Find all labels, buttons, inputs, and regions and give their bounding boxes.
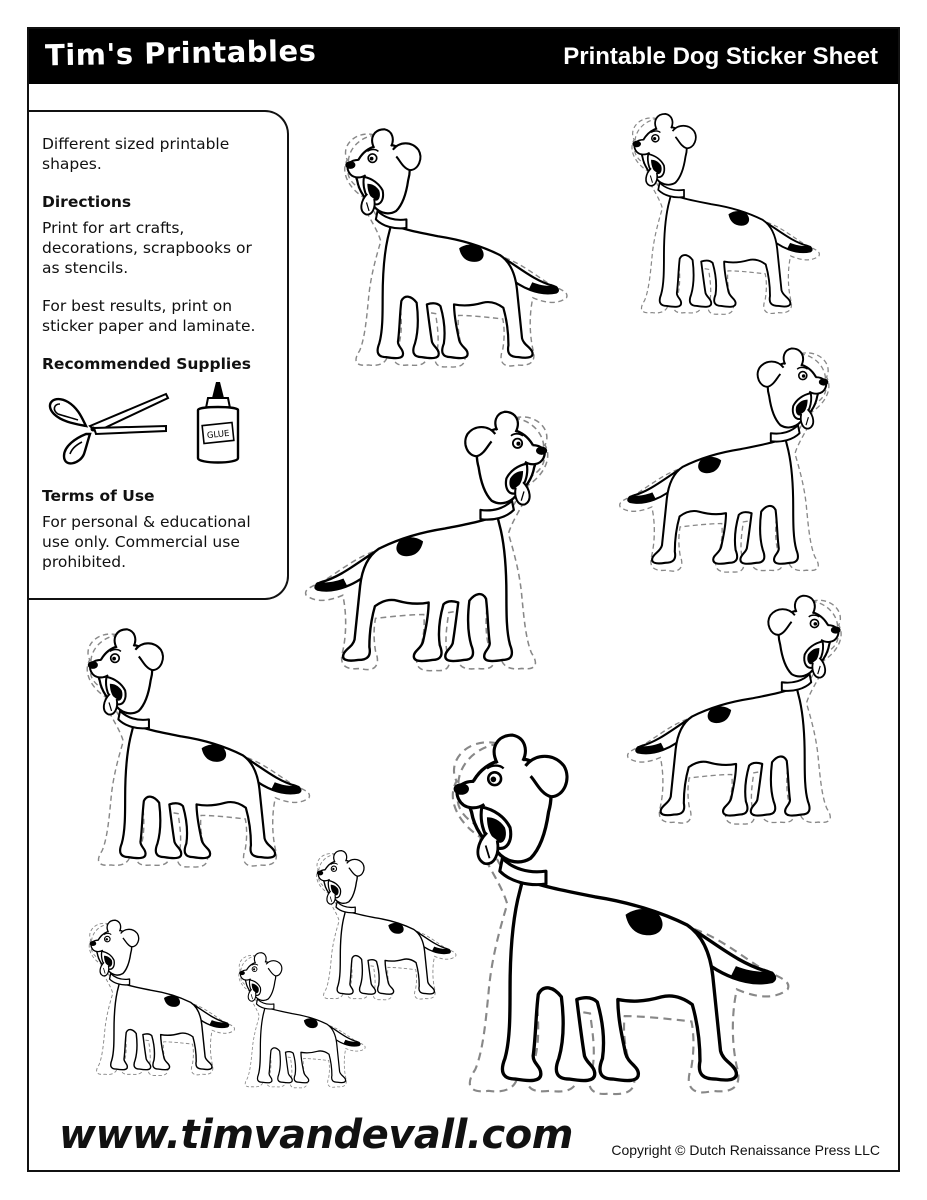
directions-tip-text: For best results, print on sticker paper and laminate. [42,297,256,335]
page-title: Printable Dog Sticker Sheet [563,43,878,70]
dog-sticker-2 [577,101,867,316]
sticker-sheet [27,27,900,1172]
supplies-row [42,380,273,472]
intro-text: Different sized printable shapes. [42,135,230,173]
dog-sticker-5 [49,614,339,869]
website-url: www.timvandevall.com [59,1112,573,1158]
scissors-icon [46,388,170,468]
dog-sticker-3 [572,334,872,574]
brand-logo: Tim's Printables [44,33,317,73]
dog-sticker-1 [309,114,594,369]
supplies-heading: Recommended Supplies [42,355,251,373]
directions-text: Print for art crafts, decorations, scrapbooks or as stencils. [42,219,252,277]
glue-label: GLUE [206,428,230,442]
dog-sticker-10 [207,944,392,1089]
copyright-text: Copyright © Dutch Renaissance Press LLC [611,1142,880,1158]
terms-heading: Terms of Use [42,487,155,505]
terms-text: For personal & educational use only. Commercial use prohibited. [42,513,251,571]
header-bar [29,29,898,84]
directions-heading: Directions [42,193,132,211]
info-panel [27,110,289,600]
glue-bottle-icon [188,380,248,468]
